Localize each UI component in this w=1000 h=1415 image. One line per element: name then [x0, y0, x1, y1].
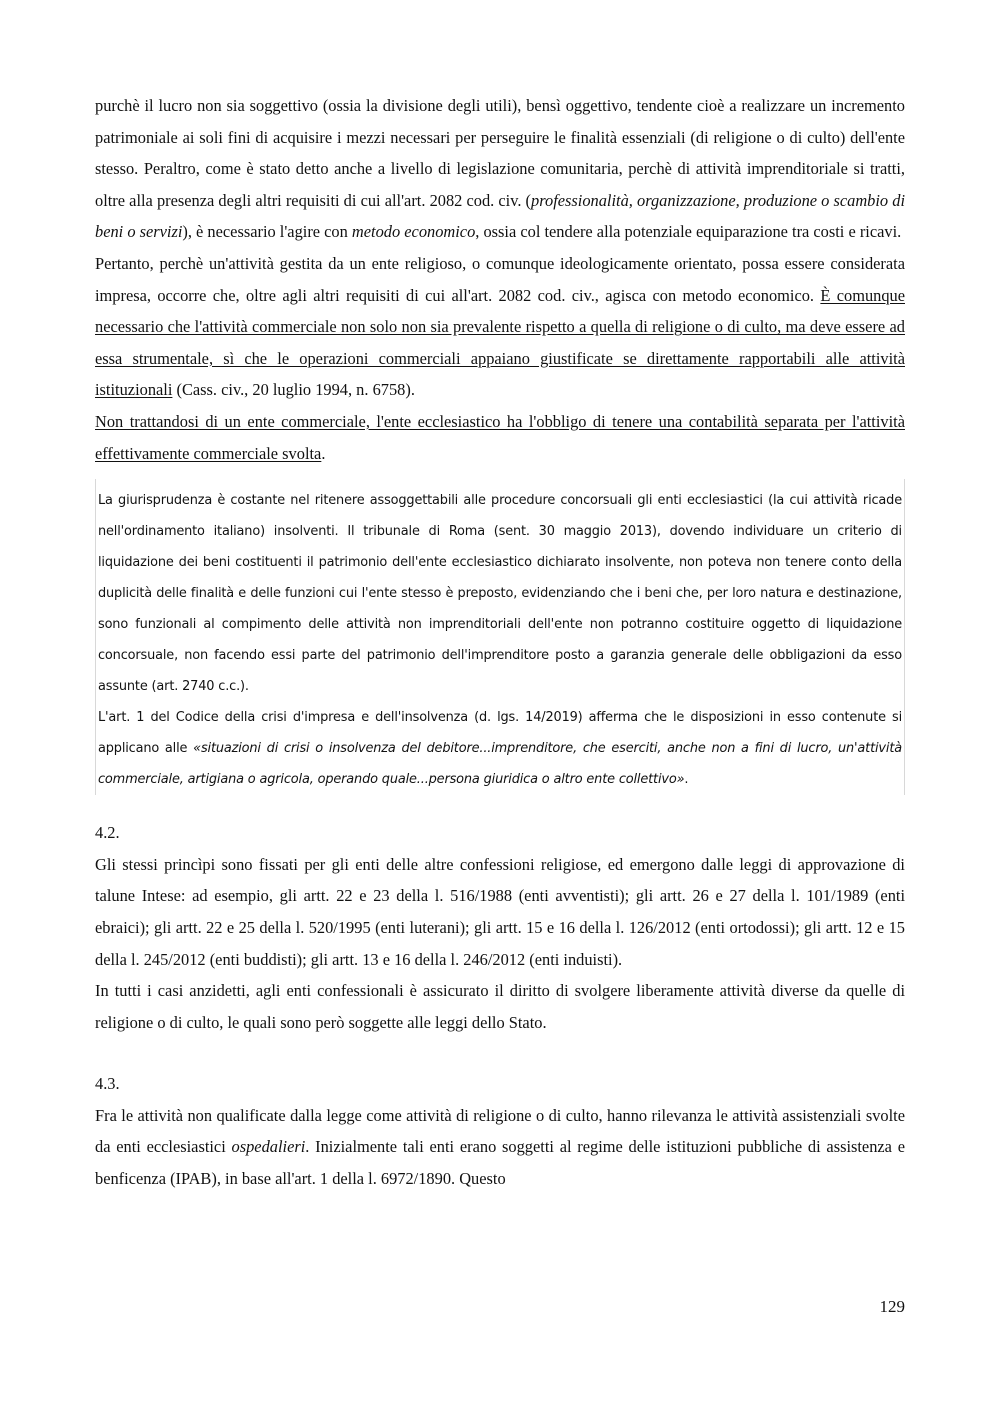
page-number: 129: [879, 1297, 905, 1316]
paragraph-other-confessions: Gli stessi princìpi sono fissati per gli enti delle altre confessioni religiose, ed emergono dalle leggi di approvazione di talune Intese: ad esempio, gli artt. 22 e 23 della l. 516/1988 (enti avventisti); gli artt. 26 e 27 della l. 101/1989 (enti ebraici); gli artt. 22 e 25 della l. 520/1995 (enti luterani); gli artt. 15 e 16 della l. 126/2012 (enti ortodossi); gli artt. 12 e 15 della l. 245/2012 (enti buddisti); gli artt. 13 e 16 della l. 246/2012 (enti induisti).: [95, 854, 905, 969]
box-paragraph-jurisprudence: La giurisprudenza è costante nel ritenere assoggettabili alle procedure concorsuali gli enti ecclesiastici (la cui attività ricade nell'ordinamento italiano) insolventi. Il tribunale di Roma (sent. 30 maggio 2013), dovendo individuare un criterio di liquidazione dei beni costituenti il patrimonio dell'ente ecclesiastico dichiarato insolvente, non poteva non tenere conto della duplicità delle finalità e delle funzioni cui l'ente stesso è preposto, evidenziando che i beni che, per loro natura e destinazione, sono funzionali al compimento delle attività non imprenditoriali dell'ente non potranno costituire oggetto di liquidazione concorsuale, non facendo essi parte del patrimonio dell'imprenditore posto a garanzia generale delle obbligazioni da esso assunte (art. 2740 c.c.).: [98, 493, 902, 695]
section-heading-4-2: 4.2.: [95, 823, 120, 843]
paragraph-free-activities: In tutti i casi anzidetti, agli enti confessionali è assicurato il diritto di svolgere liberamente attività diverse da quelle di religione o di culto, le quali sono però soggette alle leggi dello Stato.: [95, 981, 905, 1032]
section-heading-4-3: 4.3.: [95, 1074, 120, 1094]
paragraph-hospital-entities: Fra le attività non qualificate dalla legge come attività di religione o di culto, hanno rilevanza le attività assistenziali svolte da enti ecclesiastici ospedalieri. Inizialmente tali enti erano soggetti al regime delle istituzioni pubbliche di assistenza e benficenza (IPAB), in base all'art. 1 della l. 6972/1890. Questo: [95, 1105, 905, 1189]
paragraph-enterprise: Pertanto, perchè un'attività gestita da un ente religioso, o comunque ideologicamente orientato, possa essere considerata impresa, occorre che, oltre agli altri requisiti di cui all'art. 2082 cod. civ., agisca con metodo economico. È comunque necessario che l'attività commerciale non solo non sia prevalente rispetto a quella di religione o di culto, ma deve essere ad essa strumentale, sì che le operazioni commerciali appaiano giustificate se direttamente rapportabili alle attività istituzionali (Cass. civ., 20 luglio 1994, n. 6758).: [95, 253, 905, 400]
box-paragraph-code: L'art. 1 del Codice della crisi d'impresa e dell'insolvenza (d. lgs. 14/2019) afferma che le disposizioni in esso contenute si applicano alle «situazioni di crisi o insolvenza del debitore...imprenditore, che eserciti, anche non a fini di lucro, un'attività commerciale, artigiana o agricola, operando quale...persona giuridica o altro ente collettivo».: [98, 710, 902, 788]
jurisprudence-box: [95, 479, 905, 795]
paragraph-accounting: Non trattandosi di un ente commerciale, l'ente ecclesiastico ha l'obbligo di tenere una contabilità separata per l'attività effettivamente commerciale svolta.: [95, 411, 905, 463]
paragraph-profit: purchè il lucro non sia soggettivo (ossia la divisione degli utili), bensì oggettivo, tendente cioè a realizzare un incremento patrimoniale ai soli fini di acquisire i mezzi necessari per perseguire le finalità essenziali (di religione o di culto) dell'ente stesso. Peraltro, come è stato detto anche a livello di legislazione comunitaria, perchè di attività imprenditoriale si tratti, oltre alla presenza degli altri requisiti di cui all'art. 2082 cod. civ. (professionalità, organizzazione, produzione o scambio di beni o servizi), è necessario l'agire con metodo economico, ossia col tendere alla potenziale equiparazione tra costi e ricavi.: [95, 96, 905, 242]
page-body: [95, 90, 905, 1195]
